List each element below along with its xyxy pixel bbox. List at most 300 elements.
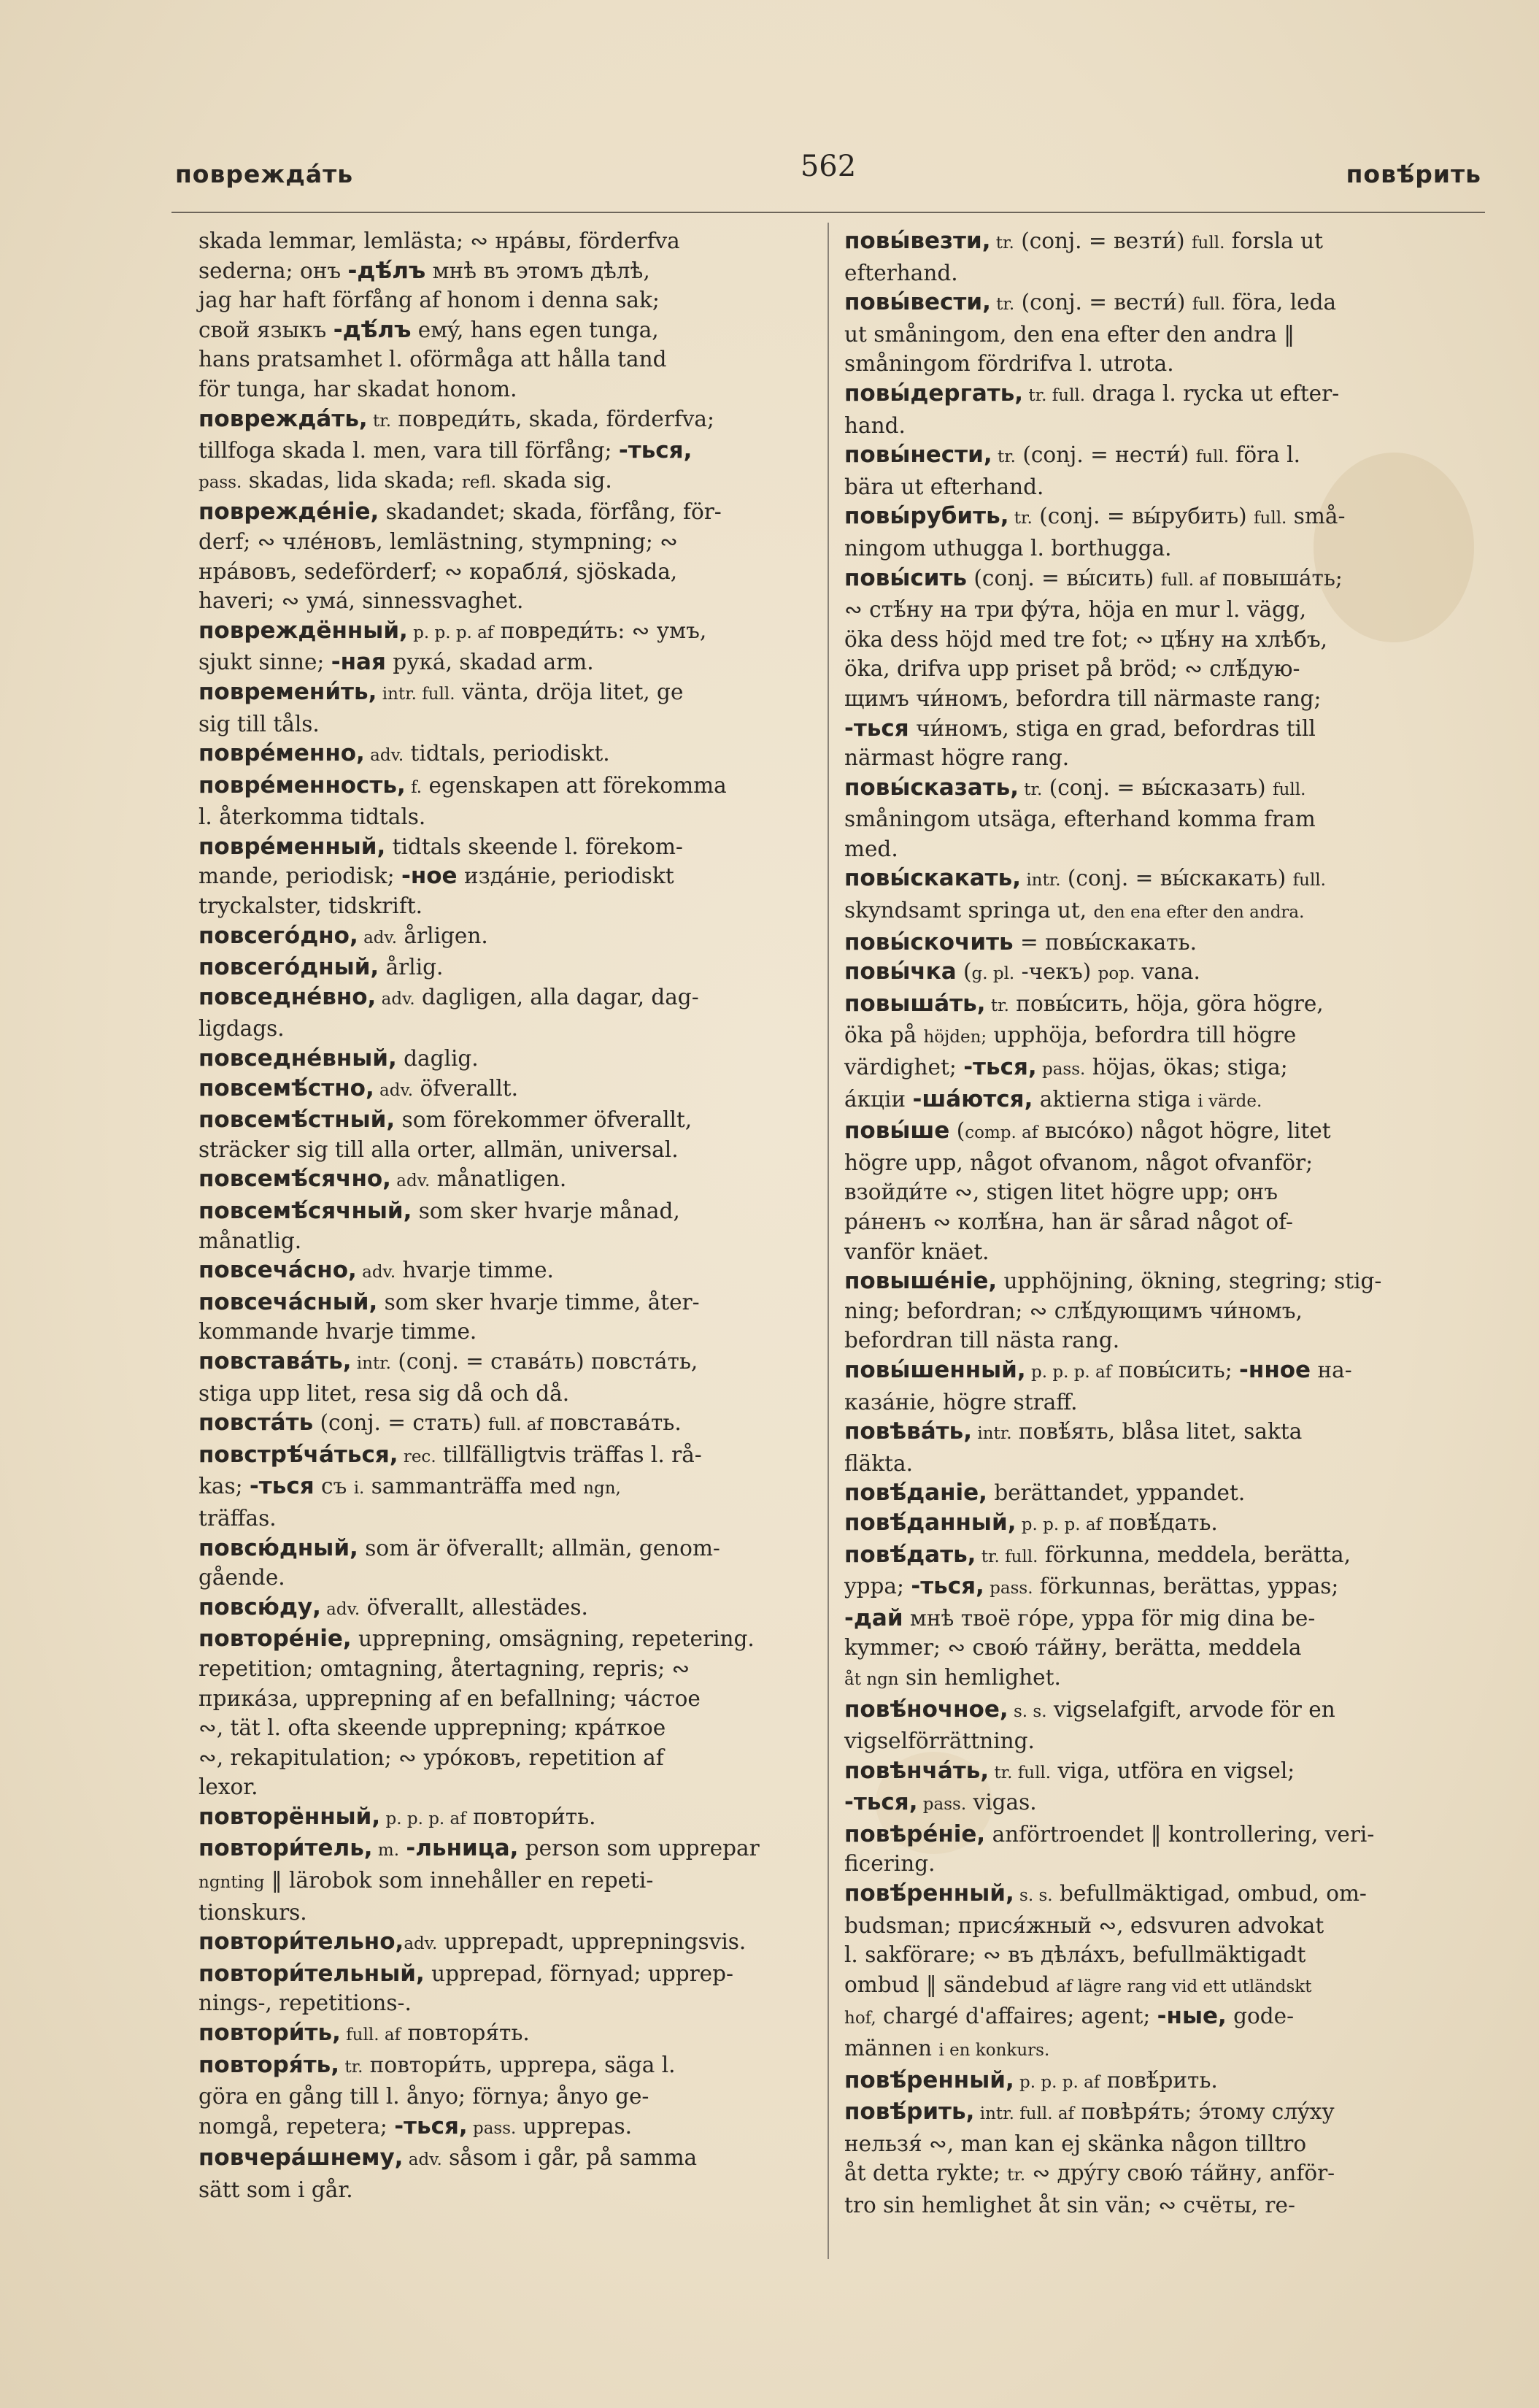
text-line: [844, 1266, 1465, 1296]
definition-text: ut småningom, den ena efter den andra ‖: [844, 321, 1295, 347]
text-line: [844, 1449, 1465, 1479]
definition-text: befullmäktigad, ombud, om-: [1052, 1881, 1367, 1907]
headword: -дѣ́лъ: [333, 316, 412, 343]
text-line: [844, 501, 1465, 534]
text-line: [198, 953, 808, 982]
text-line: [198, 1226, 808, 1256]
definition-text: såsom i går, på samma: [441, 2145, 698, 2171]
text-line: [844, 1296, 1465, 1326]
grammar-label: adv.: [376, 989, 415, 1009]
text-line: [844, 411, 1465, 441]
grammar-label: intr. full.: [377, 684, 455, 704]
text-line: [844, 2097, 1465, 2129]
text-line: [844, 1879, 1465, 1911]
headword: повы́скакать,: [844, 865, 1022, 892]
grammar-label: hof,: [844, 2009, 876, 2028]
text-line: [198, 527, 808, 557]
text-line: [844, 684, 1465, 714]
definition-text: viga, utföra en vigsel;: [1051, 1758, 1295, 1783]
text-line: [198, 832, 808, 862]
definition-text: fläkta.: [844, 1450, 913, 1476]
grammar-label: åt ngn: [844, 1669, 899, 1689]
grammar-label: tr. full.: [976, 1547, 1038, 1566]
headword: повсемѣ́сячный,: [198, 1198, 412, 1224]
definition-text: чи́номъ, stiga en grad, befordras till: [909, 715, 1316, 741]
definition-text: öfverallt.: [413, 1075, 519, 1101]
text-line: [198, 1959, 808, 1989]
text-line: [198, 1196, 808, 1226]
text-line: [844, 1849, 1465, 1879]
text-line: [844, 1417, 1465, 1449]
grammar-label: tr. full.: [1023, 385, 1086, 405]
definition-text: повы́сить, höja, göra högre,: [1008, 990, 1324, 1016]
definition-text: (conj. = нести́): [1016, 442, 1196, 468]
definition-text: förkunna, meddela, berätta,: [1038, 1542, 1351, 1567]
text-line: [198, 1135, 808, 1165]
definition-text: мнѣ твоё го́ре, yppa för mig dina be-: [903, 1605, 1316, 1631]
text-line: [198, 256, 808, 286]
headword: -ться,: [911, 1573, 984, 1600]
text-line: [198, 1713, 808, 1743]
definition-text: upprepas.: [516, 2113, 633, 2139]
headword: -ться,: [963, 1054, 1037, 1081]
definition-text: прикáза, upprepning af en befallning; чáстое: [198, 1685, 701, 1711]
text-line: [198, 2175, 808, 2205]
definition-text: sjukt sinne;: [198, 650, 331, 675]
definition-text: емý, hans egen tunga,: [411, 317, 659, 342]
grammar-label: den ena efter den andra.: [1093, 903, 1305, 923]
text-line: [198, 771, 808, 803]
definition-text: mande, periodisk;: [198, 863, 401, 889]
text-line: [844, 896, 1465, 928]
definition-text: (conj. = стать): [313, 1410, 489, 1436]
definition-text: hand.: [844, 412, 906, 438]
grammar-label: adv.: [358, 928, 398, 947]
grammar-label: p. p. p. af: [1014, 2072, 1100, 2092]
headword: -шáются,: [912, 1085, 1033, 1112]
headword: -дѣ́лъ: [347, 257, 426, 284]
text-line: [198, 2050, 808, 2082]
definition-text: haveri; ∾ умá, sinnessvaghet.: [198, 588, 524, 614]
grammar-label: full.: [1192, 234, 1225, 253]
headword: поврежде́ніе,: [198, 499, 379, 526]
definition-text: sig till tåls.: [198, 711, 320, 736]
definition-text: рукá, skadad arm.: [385, 650, 594, 675]
column-divider: [828, 223, 829, 2259]
definition-text: männen: [844, 2036, 939, 2061]
grammar-label: pop.: [1098, 964, 1135, 984]
headword: повтори́тельный,: [198, 1960, 425, 1987]
definition-text: мнѣ въ этомъ дѣлѣ,: [425, 258, 650, 283]
text-line: [844, 928, 1465, 958]
headword: -ться: [249, 1473, 315, 1500]
text-line: [198, 345, 808, 374]
definition-text: sträcker sig till alla orter, allmän, universal.: [198, 1136, 679, 1162]
definition-text: föra l.: [1229, 442, 1300, 468]
text-line: [844, 714, 1465, 744]
definition-text: månatligen.: [430, 1166, 567, 1192]
text-line: [198, 374, 808, 404]
definition-text: för tunga, har skadat honom.: [198, 376, 517, 401]
grammar-label: s. s.: [1008, 1701, 1047, 1721]
definition-text: повтори́ть.: [466, 1804, 596, 1829]
text-line: [844, 1540, 1465, 1572]
text-line: [198, 497, 808, 527]
text-line: [198, 404, 808, 436]
headword: повре́менность,: [198, 772, 406, 799]
definition-text: повреди́ть: ∾ умъ,: [493, 618, 707, 643]
text-line: [844, 534, 1465, 563]
definition-text: tidtals, periodiskt.: [404, 741, 610, 766]
definition-text: нрáвовъ, sedeförderf; ∾ корабля́, sjöskada,: [198, 558, 678, 584]
text-line: [844, 1508, 1465, 1540]
text-line: [198, 1472, 808, 1504]
headword: повѣ́рить,: [844, 2099, 975, 2126]
definition-text: повы́сить;: [1111, 1357, 1240, 1382]
headword: повсемѣ́сячно,: [198, 1166, 391, 1193]
grammar-label: tr.: [367, 411, 392, 431]
grammar-label: adv.: [403, 2150, 442, 2170]
text-line: [198, 647, 808, 677]
definition-text: årlig.: [379, 955, 444, 980]
headword: повторённый,: [198, 1803, 381, 1830]
grammar-label: intr.: [1021, 871, 1061, 891]
text-line: [844, 1116, 1465, 1148]
definition-text: budsman; прися́жный ∾, edsvuren advokat: [844, 1912, 1324, 1938]
text-line: [844, 1970, 1465, 2002]
text-line: [198, 1044, 808, 1074]
definition-text: stiga upp litet, resa sig då och då.: [198, 1380, 570, 1406]
headword: повставáть,: [198, 1347, 352, 1374]
text-line: [198, 315, 808, 345]
definition-text: tryckalster, tidskrift.: [198, 893, 423, 919]
text-line: [844, 1663, 1465, 1695]
definition-text: kymmer; ∾ свою́ тáйну, berätta, meddela: [844, 1635, 1302, 1661]
text-line: [198, 1866, 808, 1898]
definition-text: upprepad, förnyad; upprep-: [424, 1961, 733, 1986]
text-line: [844, 2066, 1465, 2098]
definition-text: ningom uthugga l. borthugga.: [844, 535, 1172, 561]
definition-text: vanför knäet.: [844, 1239, 990, 1264]
text-line: [198, 1834, 808, 1866]
definition-text: ∾, rekapitulation; ∾ уро́ковъ, repetition af: [198, 1745, 664, 1770]
grammar-label: full. af: [340, 2026, 401, 2045]
headword: повы́рубить,: [844, 503, 1009, 530]
definition-text: sederna; онъ: [198, 258, 348, 283]
grammar-label: full. af: [1160, 570, 1216, 590]
text-line: [198, 1927, 808, 1959]
definition-text: tro sin hemlighet åt sin vän; ∾ счёты, re-: [844, 2193, 1295, 2217]
definition-text: öka dess höjd med tre fot; ∾ цѣ́ну на хлѣбъ,: [844, 626, 1328, 652]
headword: повы́везти,: [844, 228, 991, 254]
text-line: [844, 834, 1465, 864]
text-line: [844, 957, 1465, 989]
definition-text: förkunnas, berättas, yppas;: [1033, 1574, 1339, 1599]
text-line: [198, 1288, 808, 1318]
definition-text: lexor.: [198, 1774, 258, 1800]
headword: повстáть: [198, 1409, 314, 1436]
headword: повреждённый,: [198, 617, 408, 644]
text-line: [198, 1743, 808, 1773]
definition-text: nings-, repetitions-.: [198, 1990, 412, 2016]
text-line: [198, 557, 808, 587]
definition-text: repetition; omtagning, återtagning, repris; ∾: [198, 1655, 690, 1681]
running-head: [175, 150, 1481, 193]
definition-text: draga l. rycka ut efter-: [1085, 380, 1340, 406]
text-line: [198, 1105, 808, 1135]
text-line: [198, 1802, 808, 1834]
text-line: [844, 1478, 1465, 1508]
grammar-label: comp. af: [965, 1123, 1038, 1143]
grammar-label: pass.: [917, 1795, 967, 1815]
text-line: [844, 320, 1465, 350]
headword: повсечáсный,: [198, 1288, 378, 1315]
text-line: [198, 1898, 808, 1928]
grammar-label: refl.: [461, 472, 497, 492]
grammar-label: p. p. p. af: [1016, 1515, 1103, 1534]
headword: повчерáшнему,: [198, 2144, 404, 2172]
definition-text: ∾, tät l. ofta skeende upprepning; крáткое: [198, 1715, 666, 1741]
definition-text: daglig.: [396, 1046, 479, 1072]
definition-text: tillfälligtvis träffas l. rå-: [436, 1442, 702, 1467]
text-line: [844, 2129, 1465, 2159]
text-line: [198, 466, 808, 498]
definition-text: chargé d'affaires; agent;: [876, 2004, 1157, 2029]
definition-text: повставáть.: [542, 1410, 682, 1436]
headword: повсего́дно,: [198, 922, 358, 949]
right-column: [844, 226, 1465, 2220]
definition-text: skada lemmar, lemlästa; ∾ нрáвы, förderfva: [198, 228, 680, 253]
definition-text: (conj. = вы́рубить): [1032, 504, 1254, 529]
definition-text: kas;: [198, 1474, 250, 1499]
grammar-label: pass.: [1036, 1060, 1086, 1080]
headword: повы́шенный,: [844, 1356, 1026, 1383]
definition-text: efterhand.: [844, 260, 958, 285]
headword: повсю́дный,: [198, 1534, 358, 1561]
text-line: [198, 1255, 808, 1288]
text-line: [198, 1317, 808, 1347]
text-line: [844, 1207, 1465, 1237]
text-line: [844, 440, 1465, 472]
text-line: [198, 1347, 808, 1379]
definition-text: tidtals skeende l. förekom-: [385, 834, 683, 859]
definition-text: jag har haft förfång af honom i denna sak;: [198, 288, 660, 313]
text-line: [198, 1164, 808, 1196]
text-line: [198, 982, 808, 1015]
definition-text: hvarje timme.: [396, 1258, 554, 1283]
text-line: [198, 226, 808, 256]
definition-text: свой языкъ: [198, 317, 333, 342]
text-line: [844, 989, 1465, 1021]
text-line: [198, 1772, 808, 1802]
text-line: [844, 1572, 1465, 1604]
grammar-label: pass.: [198, 472, 242, 492]
definition-text: sätt som i går.: [198, 2177, 353, 2202]
headword: повстрѣ́чáться,: [198, 1441, 398, 1468]
grammar-label: ngn,: [583, 1479, 621, 1499]
headword: -льница,: [406, 1835, 519, 1862]
definition-text: (conj. = везти́): [1014, 228, 1192, 253]
grammar-label: tr.: [990, 234, 1014, 253]
definition-text: åt detta rykte;: [844, 2161, 1008, 2186]
headword: повреждáть,: [198, 405, 368, 432]
definition-text: upphöjning, ökning, stegring; stig-: [997, 1269, 1382, 1294]
definition-text: (: [949, 1118, 965, 1144]
headword: повы́вести,: [844, 289, 991, 316]
grammar-label: full.: [1292, 871, 1326, 891]
definition-text: ∾ дрýгу свою́ тáйну, anför-: [1025, 2161, 1335, 2186]
grammar-label: adv.: [390, 1172, 431, 1191]
grammar-label: tr.: [1008, 509, 1033, 528]
definition-text: dagligen, alla dagar, dag-: [414, 984, 699, 1009]
text-line: [844, 1788, 1465, 1820]
definition-text: höjas, ökas; stiga;: [1085, 1055, 1288, 1080]
headword: -ная: [331, 649, 386, 676]
definition-text: повторя́ть.: [401, 2020, 530, 2046]
definition-text: l. sakförare; ∾ въ дѣлáхъ, befullmäktigadt: [844, 1942, 1306, 1968]
headword: повседне́вный,: [198, 1045, 397, 1072]
definition-text: skadandet; skada, förfång, för-: [379, 499, 722, 525]
text-line: [844, 1326, 1465, 1355]
definition-text: взойди́те ∾, stigen litet högre upp; онъ: [844, 1180, 1278, 1205]
definition-text: = повы́скакать.: [1013, 929, 1197, 955]
text-line: [844, 1020, 1465, 1053]
definition-text: vänta, dröja litet, ge: [455, 679, 684, 704]
text-line: [844, 472, 1465, 502]
grammar-label: ngnting: [198, 1873, 265, 1893]
definition-text: нельзя́ ∾, man kan ej skänka någon tilltro: [844, 2131, 1307, 2156]
definition-text: yppa;: [844, 1574, 911, 1599]
definition-text: med.: [844, 836, 898, 861]
definition-text: (: [956, 959, 972, 985]
headword: повѣ́ренный,: [844, 1880, 1014, 1907]
headword: повсего́дный,: [198, 954, 379, 981]
grammar-label: p. p. p. af: [407, 623, 494, 642]
headword: повы́нести,: [844, 442, 992, 469]
headword: повѣ́данный,: [844, 1509, 1017, 1536]
headword: повторе́ніе,: [198, 1626, 352, 1653]
headword: -ное: [401, 863, 458, 890]
text-line: [844, 1355, 1465, 1388]
headword: повседне́вно,: [198, 983, 377, 1010]
text-line: [198, 1684, 808, 1714]
grammar-label: full. af: [488, 1415, 543, 1435]
definition-text: person som upprepar: [518, 1836, 760, 1861]
text-line: [844, 595, 1465, 625]
text-line: [844, 743, 1465, 773]
text-line: [844, 1695, 1465, 1727]
definition-text: tionskurs.: [198, 1899, 307, 1925]
text-line: [844, 1177, 1465, 1207]
headword: повы́скочить: [844, 928, 1014, 955]
text-line: [844, 379, 1465, 411]
definition-text: повтори́ть, upprepa, säga l.: [363, 2052, 676, 2077]
definition-text: на-: [1311, 1357, 1352, 1382]
definition-text: upprepadt, upprepningsvis.: [437, 1929, 747, 1955]
grammar-label: full.: [1254, 509, 1287, 528]
grammar-label: full.: [1273, 780, 1306, 799]
text-line: [844, 288, 1465, 320]
definition-text: повѣ́ять, blåsa litet, sakta: [1011, 1419, 1303, 1445]
grammar-label: i en konkurs.: [938, 2041, 1050, 2061]
text-line: [844, 773, 1465, 805]
text-line: [844, 226, 1465, 258]
definition-text: föra, leda: [1225, 290, 1337, 315]
text-line: [198, 1074, 808, 1106]
definition-text: sammanträffa med: [364, 1474, 584, 1499]
text-line: [198, 1563, 808, 1593]
definition-text: små-: [1287, 504, 1346, 529]
text-line: [844, 2034, 1465, 2066]
definition-text: (conj. = вы́скакать): [1060, 866, 1293, 891]
definition-text: som förekommer öfverallt,: [395, 1107, 693, 1133]
grammar-label: full.: [1192, 295, 1226, 315]
grammar-label: i värde.: [1197, 1091, 1262, 1111]
definition-text: skyndsamt springa ut,: [844, 898, 1094, 923]
definition-text: värdighet;: [844, 1055, 964, 1080]
definition-text: (conj. = вести́): [1014, 290, 1192, 315]
definition-text: ning; befordran; ∾ слѣ́дующимъ чи́номъ,: [844, 1298, 1303, 1323]
headword: повѣ́дать,: [844, 1541, 976, 1568]
page-number: 562: [800, 150, 857, 183]
definition-text: (conj. = вы́сказать): [1042, 774, 1273, 800]
grammar-label: intr. full. af: [974, 2104, 1075, 2124]
definition-text: småningom fördrifva l. utrota.: [844, 351, 1174, 377]
definition-text: kommande hvarje timme.: [198, 1319, 477, 1345]
definition-text: ficering.: [844, 1851, 936, 1877]
definition-text: щимъ чи́номъ, befordra till närmaste rang;: [844, 685, 1322, 711]
text-line: [198, 1504, 808, 1534]
text-line: [198, 921, 808, 953]
definition-text: skadas, lida skada;: [242, 467, 462, 493]
text-line: [844, 1726, 1465, 1756]
text-line: [844, 1940, 1465, 1970]
headword: повсю́ду,: [198, 1593, 321, 1620]
headword: повремени́ть,: [198, 678, 377, 705]
grammar-label: tr.: [985, 996, 1009, 1015]
text-line: [844, 258, 1465, 288]
text-line: [198, 739, 808, 771]
definition-text: upprepning, omsägning, repetering.: [351, 1626, 755, 1652]
definition-text: l. återkomma tidtals.: [198, 804, 426, 830]
definition-text: berättandet, yppandet.: [987, 1480, 1246, 1506]
definition-text: öka på: [844, 1023, 924, 1048]
left-column: [198, 226, 808, 2205]
headword: повторя́ть,: [198, 2051, 340, 2078]
grammar-label: adv.: [404, 1934, 438, 1954]
headword: повышáть,: [844, 990, 986, 1017]
definition-text: gode-: [1226, 2004, 1295, 2029]
text-line: [198, 436, 808, 466]
text-line: [198, 1624, 808, 1654]
definition-text: derf; ∾ члéновъ, lemlästning, stympning; ∾: [198, 528, 678, 554]
text-line: [198, 2082, 808, 2112]
definition-text: småningom utsäga, efterhand komma fram: [844, 807, 1316, 832]
definition-text: áкціи: [844, 1086, 913, 1112]
text-line: [198, 2143, 808, 2175]
definition-text: forsla ut: [1224, 228, 1323, 253]
definition-text: upphöja, befordra till högre: [987, 1023, 1297, 1048]
headword: повы́сказать,: [844, 774, 1019, 801]
headword: повре́менный,: [198, 833, 386, 860]
grammar-label: pass.: [984, 1579, 1033, 1599]
headword: повѣвáть,: [844, 1418, 973, 1445]
headword: -ться: [844, 715, 909, 742]
definition-text: (conj. = вы́сить): [967, 565, 1161, 591]
grammar-label: pass.: [467, 2118, 517, 2138]
text-line: [844, 1633, 1465, 1663]
grammar-label: i.: [353, 1479, 365, 1499]
